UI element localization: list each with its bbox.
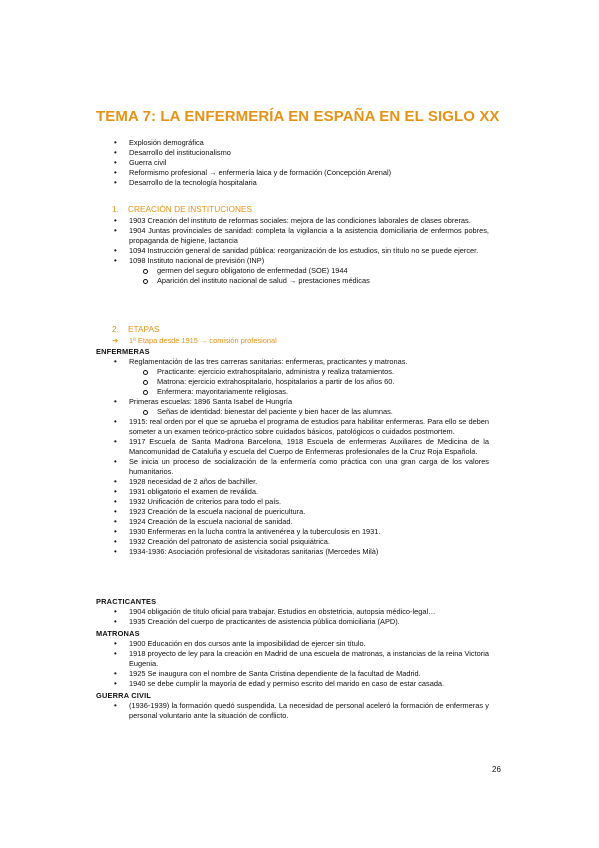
page-title: TEMA 7: LA ENFERMERÍA EN ESPAÑA EN EL SIGLO XX [96,108,500,125]
sub-list-item: Matrona: ejercicio extrahospitalario, hospitalarios a partir de los años 60. [0,377,599,387]
list-item: • 1925 Se inaugura con el nombre de Santa Cristina dependiente de la facultad de Madrid. [0,669,599,679]
list-item: • 1904 obligación de título oficial para trabajar. Estudios en obstetricia, autopsia médico-legal… [0,607,599,617]
list-item: • 1903 Creación del instituto de reformas sociales: mejora de las condiciones laborales de clases obreras. [0,216,599,226]
inp-sublist [0,266,599,286]
section-label: CREACIÓN DE INSTITUCIONES [128,204,253,214]
list-item: • Primeras escuelas: 1896 Santa Isabel de Hungría [0,397,599,407]
guerra-block [0,701,599,721]
list-item: • 1930 Enfermeras en la lucha contra la antivenérea y la tuberculosis en 1931. [0,527,599,537]
heading-matronas: MATRONAS [96,629,140,638]
enfermeras-list [0,357,599,367]
list-item: • Desarrollo de la tecnología hospitalaria [0,178,599,188]
list-item: • 1900 Educación en dos cursos ante la imposibilidad de ejercer sin título. [0,639,599,649]
intro-block [0,138,599,188]
etapa-label: 1ª Etapa desde 1915 → comisión profesional [129,336,277,345]
list-item: • 1932 Creación del patronato de asistencia social psiquiátrica. [0,537,599,547]
carreras-sublist [0,367,599,397]
list-item: • 1931 obligatorio el examen de reválida. [0,487,599,497]
list-item: • 1932 Unificación de criterios para todo el país. [0,497,599,507]
list-item: • 1904 Juntas provinciales de sanidad: completa la vigilancia a la asistencia domiciliaria de enfermos pobres, propaganda de higiene, lactancia [0,226,599,246]
list-item: • 1918 proyecto de ley para la creación en Madrid de una escuela de matronas, a instancias de la reina Victoria Eugenia. [0,649,599,669]
list-item: • Se inicia un proceso de socialización de la enfermería como práctica con una gran carga de los valores humanitarios. [0,457,599,477]
list-item: • 1928 necesidad de 2 años de bachiller. [0,477,599,487]
section-number: 2. [112,324,119,334]
list-item: • 1924 Creación de la escuela nacional de sanidad. [0,517,599,527]
list-item: • 1934-1936: Asociación profesional de visitadoras sanitarias (Mercedes Milà) [0,547,599,557]
list-item: • Reformismo profesional → enfermería laica y de formación (Concepción Arenal) [0,168,599,178]
list-item: • 1940 se debe cumplir la mayoría de edad y permiso escrito del marido en caso de estar casada. [0,679,599,689]
list-item: • Guerra civil [0,158,599,168]
list-item: • 1098 Instituto nacional de previsión (INP) [0,256,599,266]
instituciones-block [0,216,599,286]
list-item: • 1094 Instrucción general de sanidad pública: reorganización de los estudios, sin título no se puede ejercer. [0,246,599,256]
sub-list-item: Aparición del instituto nacional de salud → prestaciones médicas [0,276,599,286]
enfermeras-block [0,357,599,557]
section-heading-etapas [112,324,160,334]
practicantes-list [0,607,599,627]
list-item: • 1915: real orden por el que se aprueba el programa de estudios para habilitar enfermeras. Para ello se deben someter a un examen teórico-práctico sobre cuidados básicos, patológicos o cuidados postmortem. [0,417,599,437]
enfermeras-items [0,417,599,557]
matronas-list [0,639,599,689]
heading-guerra-civil: GUERRA CIVIL [96,691,152,700]
escuelas-list [0,397,599,407]
etapa-line [112,336,277,345]
guerra-list [0,701,599,721]
list-item: • 1917 Escuela de Santa Madrona Barcelona, 1918 Escuela de enfermeras Auxiliares de Medicina de la Mancomunidad de Cataluña y escuela del Cuerpo de Enfermeras profesionales de la Cruz Roja Española. [0,437,599,457]
instituciones-list [0,216,599,266]
practicantes-block [0,607,599,627]
list-item: • Desarrollo del institucionalismo [0,148,599,158]
page-number: 26 [492,765,501,774]
sub-list-item: Enfermera: mayoritariamente religiosas. [0,387,599,397]
sub-list-item: germen del seguro obligatorio de enfermedad (SOE) 1944 [0,266,599,276]
arrow-icon: ➔ [112,336,119,345]
matronas-block [0,639,599,689]
escuelas-sublist [0,407,599,417]
sub-list-item: Señas de identidad: bienestar del paciente y bien hacer de las alumnas. [0,407,599,417]
intro-list [0,138,599,188]
list-item: • 1935 Creación del cuerpo de practicantes de asistencia pública domiciliaria (APD). [0,617,599,627]
list-item: • 1923 Creación de la escuela nacional de puericultura. [0,507,599,517]
section-label: ETAPAS [128,324,160,334]
list-item: • (1936-1939) la formación quedó suspendida. La necesidad de personal aceleró la formación de enfermeras y personal voluntario ante la situación de conflicto. [0,701,599,721]
sub-list-item: Practicante: ejercicio extrahospitalario, administra y realiza tratamientos. [0,367,599,377]
list-item: • Explosión demográfica [0,138,599,148]
section-number: 1. [112,204,119,214]
heading-practicantes: PRACTICANTES [96,597,157,606]
section-heading-instituciones [112,204,252,214]
list-item: • Reglamentación de las tres carreras sanitarias: enfermeras, practicantes y matronas. [0,357,599,367]
heading-enfermeras: ENFERMERAS [96,347,150,356]
